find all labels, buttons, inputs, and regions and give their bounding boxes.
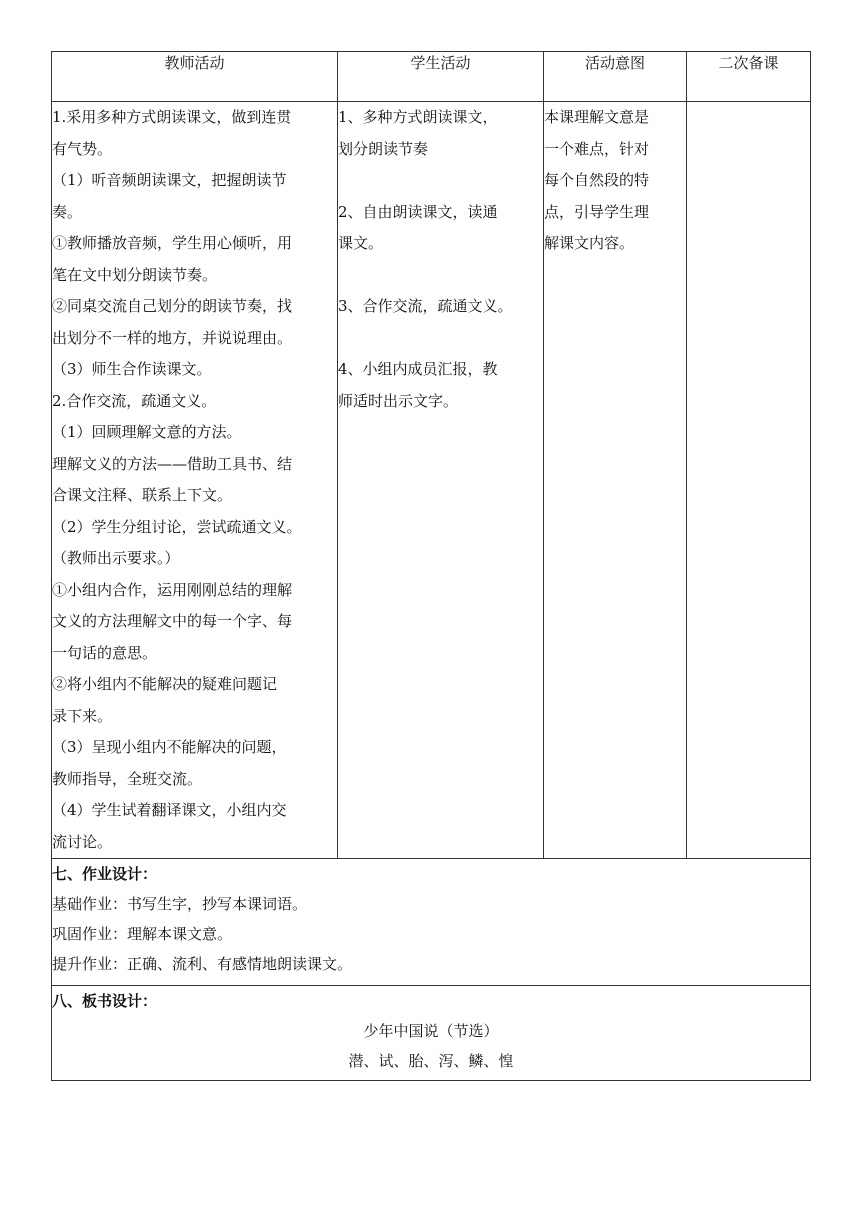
teacher-activity-line: （1）听音频朗读课文，把握朗读节 (52, 171, 287, 189)
student-activity-line (338, 260, 543, 292)
teacher-activity-line: ②同桌交流自己划分的朗读节奏，找 (52, 297, 293, 315)
student-activity-line: 2、自由朗读课文，读通 (338, 202, 498, 221)
homework-item-consolidate: 巩固作业：理解本课文意。 (52, 925, 233, 943)
teacher-activity-line: （4）学生试着翻译课文，小组内交 (52, 801, 287, 819)
homework-section (52, 859, 811, 986)
activity-intent-line: 解课文内容。 (544, 234, 635, 252)
header-student-activity: 学生活动 (338, 52, 544, 102)
teacher-activity-line: （教师出示要求。） (52, 549, 180, 567)
student-activity-line: 4、小组内成员汇报，教 (338, 360, 498, 378)
teacher-activity-line: 2.合作交流，疏通文义。 (52, 391, 217, 410)
board-design-section (52, 986, 811, 1081)
teacher-activity-line: （3）呈现小组内不能解决的问题， (52, 738, 287, 756)
activity-intent-line: 一个难点，针对 (544, 139, 650, 158)
header-second-prep: 二次备课 (687, 52, 811, 102)
activity-intent-cell (544, 102, 687, 859)
student-activity-cell (338, 102, 544, 859)
student-activity-line: 3、合作交流，疏通文义。 (338, 297, 513, 315)
teacher-activity-line: 流讨论。 (52, 832, 113, 851)
teacher-activity-line: （3）师生合作读课文。 (52, 360, 212, 378)
student-activity-line: 1、多种方式朗读课文， (338, 108, 498, 126)
homework-row (52, 859, 811, 986)
header-teacher-activity: 教师活动 (52, 52, 338, 102)
student-activity-line (338, 165, 543, 197)
homework-item-basic: 基础作业：书写生字，抄写本课词语。 (52, 895, 308, 913)
board-lesson-title: 少年中国说（节选） (363, 1022, 499, 1040)
homework-item-advanced: 提升作业：正确、流利、有感情地朗读课文。 (52, 955, 353, 973)
content-row (52, 102, 811, 859)
teacher-activity-line: 笔在文中划分朗读节奏。 (52, 265, 218, 284)
board-title: 八、板书设计： (52, 992, 158, 1010)
student-activity-line: 师适时出示文字。 (338, 391, 459, 410)
second-prep-cell (687, 102, 811, 859)
lesson-plan-table (51, 51, 811, 1081)
teacher-activity-line: 合课文注释、联系上下文。 (52, 486, 233, 504)
activity-intent-line: 本课理解文意是 (544, 108, 650, 126)
student-activity-line: 划分朗读节奏 (338, 139, 429, 158)
teacher-activity-line: 出划分不一样的地方，并说说理由。 (52, 328, 293, 347)
board-row (52, 986, 811, 1081)
teacher-activity-line: ①小组内合作，运用刚刚总结的理解 (52, 580, 293, 599)
header-activity-intent: 活动意图 (544, 52, 687, 102)
activity-intent-line: 每个自然段的特 (544, 171, 650, 189)
teacher-activity-line: 1.采用多种方式朗读课文，做到连贯 (52, 108, 292, 126)
student-activity-line (338, 323, 543, 355)
teacher-activity-line: （1）回顾理解文意的方法。 (52, 423, 242, 441)
student-activity-line: 课文。 (338, 234, 384, 252)
teacher-activity-line: （2）学生分组讨论，尝试疏通文义。 (52, 517, 302, 536)
activity-intent-line: 点，引导学生理 (544, 202, 650, 221)
teacher-activity-line: 录下来。 (52, 706, 113, 725)
teacher-activity-line: 理解文义的方法——借助工具书、结 (52, 454, 293, 473)
teacher-activity-line: 文义的方法理解文中的每一个字、每 (52, 612, 293, 630)
teacher-activity-cell (52, 102, 338, 859)
teacher-activity-line: ①教师播放音频，学生用心倾听，用 (52, 234, 293, 252)
homework-title: 七、作业设计： (52, 865, 158, 883)
header-row (52, 52, 811, 102)
teacher-activity-line: ②将小组内不能解决的疑难问题记 (52, 675, 278, 693)
teacher-activity-line: 教师指导，全班交流。 (52, 769, 203, 788)
teacher-activity-line: 奏。 (52, 202, 83, 221)
board-characters: 潜、试、胎、泻、鳞、惶 (348, 1052, 514, 1070)
teacher-activity-line: 一句话的意思。 (52, 643, 158, 662)
teacher-activity-line: 有气势。 (52, 139, 113, 158)
